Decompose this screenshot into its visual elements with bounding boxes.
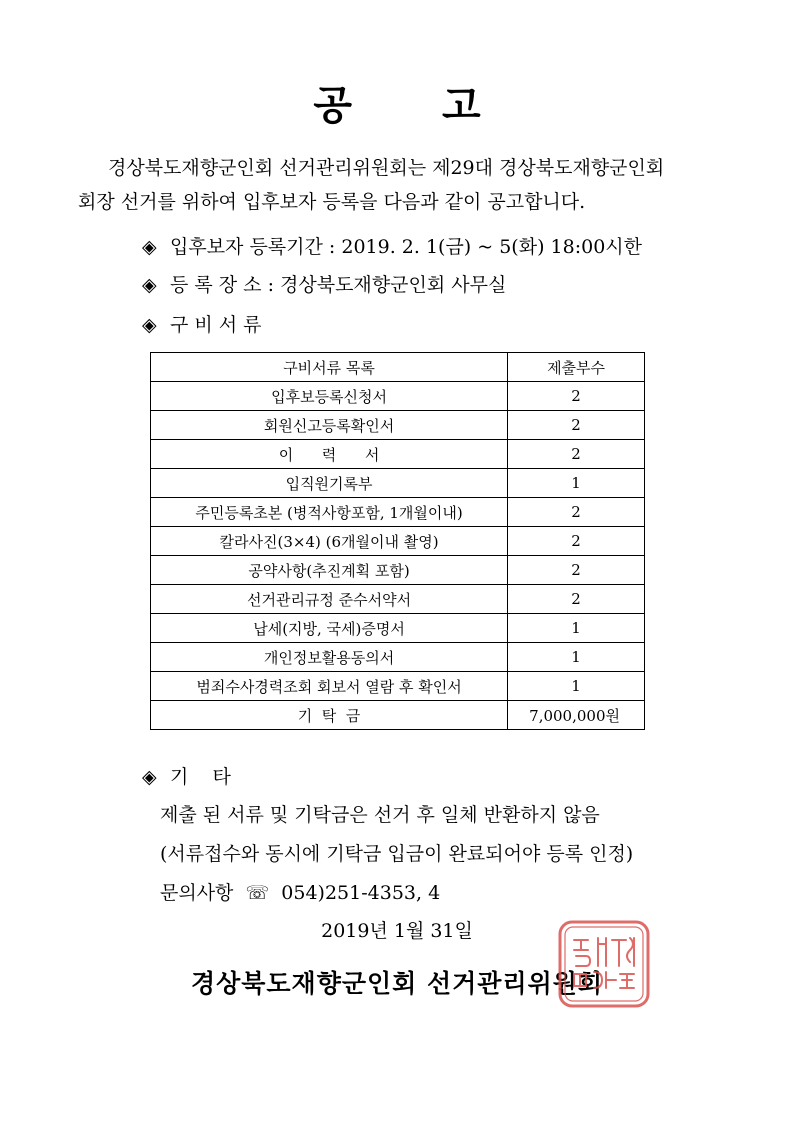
phone-icon: ☏ <box>245 882 270 904</box>
document-count: 2 <box>508 382 645 411</box>
document-count: 1 <box>508 469 645 498</box>
misc-heading: ◈ 기 타 <box>142 766 231 788</box>
document-count: 1 <box>508 643 645 672</box>
table-row <box>151 527 645 556</box>
documents-heading: ◈ 구 비 서 류 <box>142 314 262 336</box>
diamond-bullet-icon: ◈ <box>142 236 157 258</box>
misc-line-1: 제출 된 서류 및 기탁금은 선거 후 일체 반환하지 않음 <box>160 804 600 826</box>
title-char-1: 공 <box>313 82 352 129</box>
document-name: 칼라사진(3×4) (6개월이내 촬영) <box>151 527 508 556</box>
table-row <box>151 556 645 585</box>
table-row <box>151 672 645 701</box>
table-row <box>151 585 645 614</box>
document-name: 주민등록초본 (병적사항포함, 1개월이내) <box>151 498 508 527</box>
table-row <box>151 614 645 643</box>
official-seal-icon <box>556 918 652 1010</box>
contact-number: 054)251-4353, 4 <box>281 882 441 904</box>
deposit-amount: 7,000,000원 <box>508 701 645 730</box>
notice-title <box>0 74 794 131</box>
document-count: 2 <box>508 556 645 585</box>
header-submit-count: 제출부수 <box>508 353 645 382</box>
intro-paragraph <box>78 150 728 220</box>
document-count: 2 <box>508 411 645 440</box>
intro-line-1: 경상북도재향군인회 선거관리위원회는 제29대 경상북도재향군인회 <box>108 157 665 179</box>
document-count: 1 <box>508 672 645 701</box>
registration-period: ◈ 입후보자 등록기간 : 2019. 2. 1(금) ~ 5(화) 18:00시한 <box>142 236 642 258</box>
diamond-bullet-icon: ◈ <box>142 274 157 296</box>
document-name: 공약사항(추진계획 포함) <box>151 556 508 585</box>
deposit-label: 기 탁 금 <box>151 701 508 730</box>
contact-line <box>160 878 440 905</box>
intro-line-2: 회장 선거를 위하여 입후보자 등록을 다음과 같이 공고합니다. <box>78 191 586 213</box>
diamond-bullet-icon: ◈ <box>142 766 157 788</box>
document-count: 2 <box>508 527 645 556</box>
document-name: 입직원기록부 <box>151 469 508 498</box>
table-row <box>151 469 645 498</box>
required-documents-table <box>150 352 645 730</box>
table-row <box>151 440 645 469</box>
document-count: 1 <box>508 614 645 643</box>
title-char-2: 고 <box>442 82 481 129</box>
table-row <box>151 643 645 672</box>
table-row <box>151 498 645 527</box>
document-name: 회원신고등록확인서 <box>151 411 508 440</box>
notice-date: 2019년 1월 31일 <box>321 920 473 942</box>
document-name: 선거관리규정 준수서약서 <box>151 585 508 614</box>
table-row <box>151 382 645 411</box>
document-name: 범죄수사경력조회 회보서 열람 후 확인서 <box>151 672 508 701</box>
deposit-row <box>151 701 645 730</box>
document-count: 2 <box>508 498 645 527</box>
document-name: 이 력 서 <box>151 440 508 469</box>
diamond-bullet-icon: ◈ <box>142 314 157 336</box>
table-header-row <box>151 353 645 382</box>
issuing-organization: 경상북도재향군인회 선거관리위원회 <box>190 969 604 998</box>
table-row <box>151 411 645 440</box>
document-name: 입후보등록신청서 <box>151 382 508 411</box>
document-count: 2 <box>508 440 645 469</box>
registration-place: ◈ 등 록 장 소 : 경상북도재향군인회 사무실 <box>142 274 507 296</box>
document-name: 납세(지방, 국세)증명서 <box>151 614 508 643</box>
misc-line-2: (서류접수와 동시에 기탁금 입금이 완료되어야 등록 인정) <box>160 843 634 865</box>
document-count: 2 <box>508 585 645 614</box>
contact-label: 문의사항 <box>160 882 234 904</box>
header-document-list: 구비서류 목록 <box>151 353 508 382</box>
document-name: 개인정보활용동의서 <box>151 643 508 672</box>
